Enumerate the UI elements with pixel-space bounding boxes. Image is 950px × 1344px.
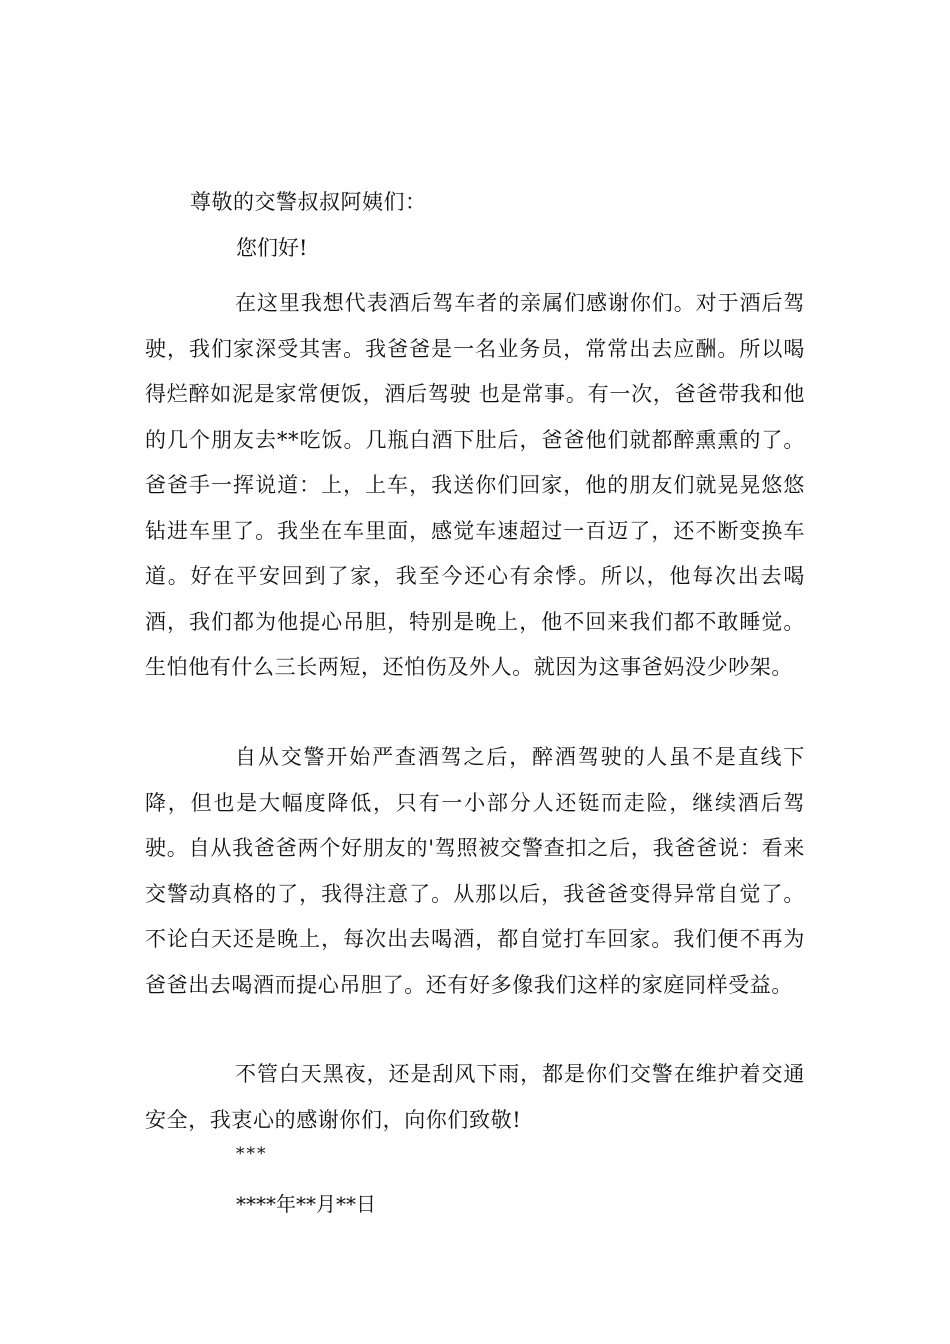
letter-greeting: 您们好! xyxy=(236,236,308,260)
letter-paragraph-3: 不管白天黑夜，还是刮风下雨，都是你们交警在维护着交通安全，我衷心的感谢你们，向你们致敬! xyxy=(145,1062,805,1132)
letter-salutation: 尊敬的交警叔叔阿姨们： xyxy=(190,190,427,214)
letter-date: ****年**月**日 xyxy=(236,1192,376,1216)
letter-paragraph-2: 自从交警开始严查酒驾之后，醉酒驾驶的人虽不是直线下降，但也是大幅度降低，只有一小部分人还铤而走险，继续酒后驾驶。自从我爸爸两个好朋友的'驾照被交警查扣之后，我爸爸说：看来交警动真格的了，我得注意了。从那以后，我爸爸变得异常自觉了。不论白天还是晚上，每次出去喝酒，都自觉打车回家。我们便不再为爸爸出去喝酒而提心吊胆了。还有好多像我们这样的家庭同样受益。 xyxy=(145,745,805,997)
letter-paragraph-1: 在这里我想代表酒后驾车者的亲属们感谢你们。对于酒后驾驶，我们家深受其害。我爸爸是一名业务员，常常出去应酬。所以喝得烂醉如泥是家常便饭，酒后驾驶 也是常事。有一次，爸爸带我和他的几个朋友去**吃饭。几瓶白酒下肚后，爸爸他们就都醉熏熏的了。爸爸手一挥说道：上，上车，我送你们回家，他的朋友们就晃晃悠悠钻进车里了。我坐在车里面，感觉车速超过一百迈了，还不断变换车道。好在平安回到了家，我至今还心有余悸。所以，他每次出去喝酒，我们都为他提心吊胆，特别是晚上，他不回来我们都不敢睡觉。生怕他有什么三长两短，还怕伤及外人。就因为这事爸妈没少吵架。 xyxy=(145,291,805,679)
letter-signature: *** xyxy=(236,1144,268,1164)
